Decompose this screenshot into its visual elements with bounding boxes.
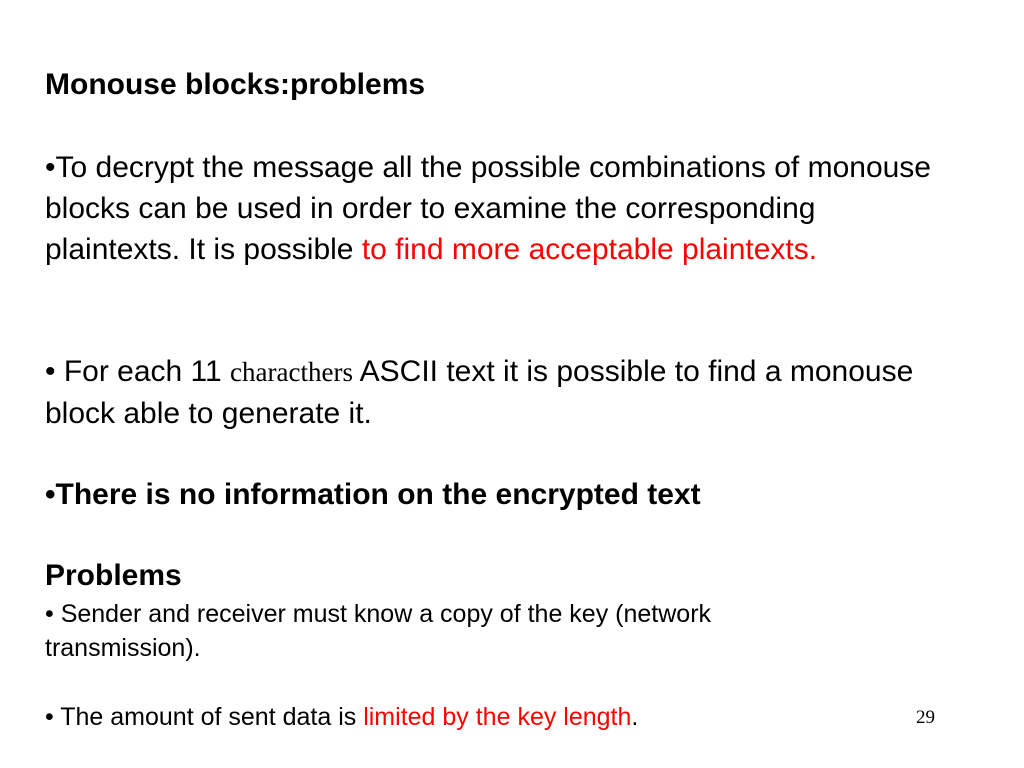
problem-item-data-limit-end: . — [631, 703, 639, 731]
bullet-no-information-mark: • — [45, 478, 56, 511]
bullet-no-information-text: There is no information on the encrypted text — [55, 478, 701, 511]
problem-item-data-limit-start: • The amount of sent data is — [45, 703, 364, 731]
bullet-ascii-text-start: • For each 11 — [45, 355, 231, 388]
problem-item-key-copy: • Sender and receiver must know a copy of the key (network transmission). — [45, 600, 712, 662]
slide-title: Monouse blocks:problems — [45, 68, 426, 101]
problem-item-data-limit — [45, 700, 845, 734]
problem-item-data-limit-highlight: limited by the key length — [363, 703, 632, 731]
slide-page-number: 29 — [916, 707, 935, 728]
bullet-decrypt-combinations — [45, 147, 945, 270]
bullet-decrypt-highlight: to find more acceptable plaintexts. — [361, 233, 818, 266]
bullet-decrypt-text: •To decrypt the message all the possible combinations of monouse blocks can be used in order to examine the corresponding plaintexts. It is possible — [45, 151, 931, 266]
problems-heading: Problems — [45, 559, 182, 592]
bullet-no-information — [45, 474, 945, 515]
bullet-ascii-text — [45, 351, 945, 434]
bullet-ascii-text-end: ASCII text it is possible to find a monouse block able to generate it. — [45, 355, 914, 430]
bullet-ascii-serif-word: characthers — [230, 357, 353, 387]
